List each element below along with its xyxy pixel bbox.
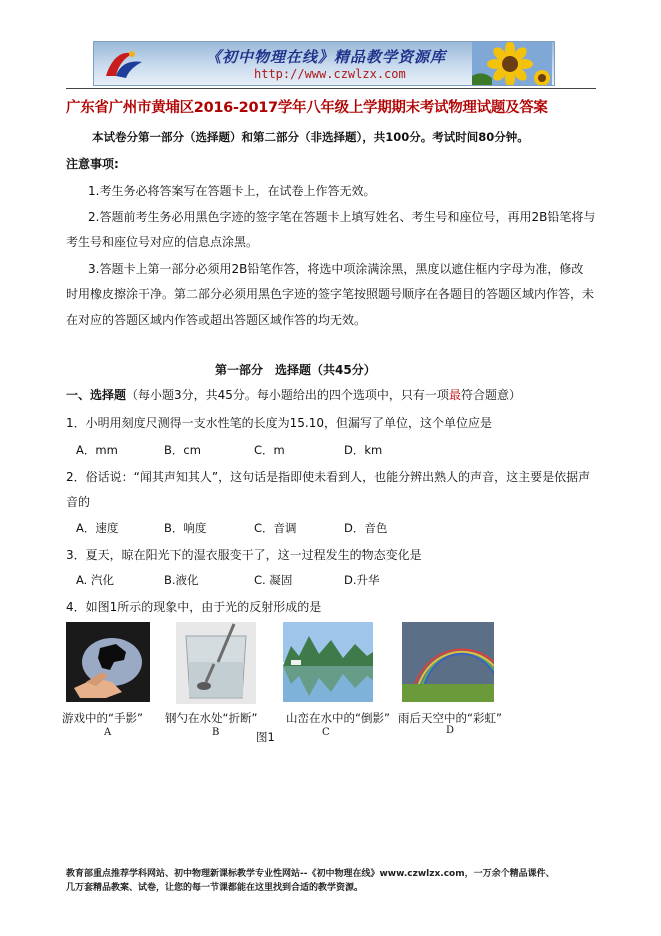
notice-line: 考生号和座位号对应的信息点涂黑。 — [66, 235, 259, 249]
header-rule — [66, 88, 596, 89]
question-2-stem-cont: 音的 — [66, 495, 91, 509]
section-title: 第一部分 选择题（共45分） — [215, 363, 376, 377]
instruction-text-end: 符合题意） — [460, 388, 521, 402]
document-title: 广东省广州市黄埔区2016-2017学年八年级上学期期末考试物理试题及答案 — [66, 100, 548, 116]
footer-line: 教育部重点推荐学科网站、初中物理新课标教学专业性网站--《初中物理在线》www.czwlzx.com，一万余个精品课件、 — [66, 869, 555, 879]
q2-option-c: C．音调 — [254, 521, 297, 535]
instruction-highlight: 最 — [448, 388, 461, 402]
sunflower-image — [472, 42, 552, 86]
q1-option-d: D．km — [344, 443, 383, 457]
figure-letter-b: B — [212, 727, 220, 738]
figure-label: 图1 — [256, 730, 275, 744]
question-2-stem: 2．俗话说：“闻其声知其人”，这句话是指即使未看到人，也能分辨出熟人的声音，这主要是依据声 — [66, 470, 591, 484]
q2-option-d: D．音色 — [344, 521, 388, 535]
notice-line: 1.考生务必将答案写在答题卡上，在试卷上作答无效。 — [88, 184, 376, 198]
q2-option-a: A．速度 — [76, 521, 119, 535]
figure-letter-a: A — [104, 727, 112, 738]
q1-option-b: B．cm — [164, 443, 201, 457]
choice-instruction — [66, 386, 521, 403]
figure-caption-b: 钢勺在水处“折断” — [165, 711, 258, 725]
notice-line: 2.答题前考生务必用黑色字迹的签字笔在答题卡上填写姓名、考生号和座位号，再用2B铅笔将与 — [88, 210, 596, 224]
banner-url[interactable]: http://www.czwlzx.com — [254, 67, 406, 81]
question-4-stem: 4．如图1所示的现象中，由于光的反射形成的是 — [66, 600, 322, 614]
q3-option-c: C. 凝固 — [254, 573, 293, 587]
notice-heading: 注意事项: — [66, 157, 119, 171]
rainbow-image — [402, 622, 494, 702]
q1-option-a: A．mm — [76, 443, 118, 457]
hand-shadow-image — [66, 622, 150, 702]
q3-option-d: D.升华 — [344, 573, 380, 587]
instruction-text: （每小题3分，共45分。每小题给出的四个选项中，只有一项 — [126, 388, 449, 402]
question-1-stem: 1．小明用刻度尺测得一支水性笔的长度为15.10，但漏写了单位，这个单位应是 — [66, 416, 492, 430]
figure-caption-c: 山峦在水中的“倒影” — [286, 711, 390, 725]
banner-title: 《初中物理在线》精品教学资源库 — [206, 48, 447, 66]
q3-option-a: A. 汽化 — [76, 573, 114, 587]
notice-line: 时用橡皮擦涂干净。第二部分必须用黑色字迹的签字笔按照题号顺序在各题目的答题区域内作答，未 — [66, 287, 595, 301]
figure-caption-d: 雨后天空中的“彩虹” — [398, 711, 502, 725]
q1-option-c: C．m — [254, 443, 285, 457]
q2-option-b: B．响度 — [164, 521, 207, 535]
instruction-lead: 一、选择题 — [66, 388, 127, 402]
q3-option-b: B.液化 — [164, 573, 199, 587]
footer-line: 几万套精品教案、试卷，让您的每一节课都能在这里找到合适的教学资源。 — [66, 883, 364, 893]
exam-intro: 本试卷分第一部分（选择题）和第二部分（非选择题），共100分。考试时间80分钟。 — [92, 130, 529, 144]
figure-letter-c: C — [322, 727, 330, 738]
question-3-stem: 3．夏天，晾在阳光下的湿衣服变干了，这一过程发生的物态变化是 — [66, 548, 422, 562]
figure-caption-a: 游戏中的“手影” — [62, 711, 143, 725]
site-logo — [102, 46, 146, 82]
figure-letter-d: D — [446, 725, 455, 736]
mountain-reflection-image — [283, 622, 373, 702]
header-banner — [93, 41, 555, 86]
notice-line: 在对应的答题区域内作答或超出答题区域作答的均无效。 — [66, 313, 367, 327]
notice-line: 3.答题卡上第一部分必须用2B铅笔作答，将选中项涂满涂黑，黑度以遮住框内字母为准，修改 — [88, 262, 584, 276]
spoon-in-water-image — [176, 622, 256, 704]
